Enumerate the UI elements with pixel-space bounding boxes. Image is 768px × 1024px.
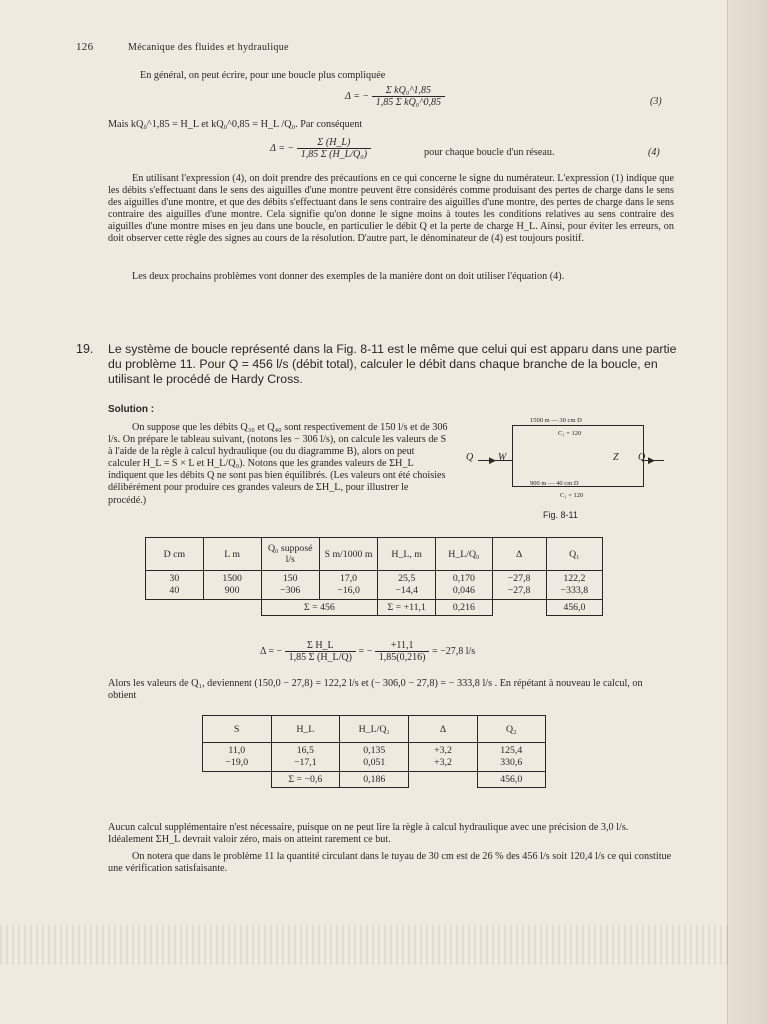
t2-col-ratio — [340, 743, 409, 772]
t2-cell: 16,5 — [296, 745, 314, 756]
t2-cell: 330,6 — [500, 757, 523, 768]
delta-mid: = − — [358, 645, 373, 657]
fig-node-z: Z — [613, 452, 619, 463]
intro-general: En général, on peut écrire, pour une boucle plus compliquée — [140, 70, 386, 81]
problem-number: 19. — [76, 342, 94, 356]
t2-blank — [409, 772, 477, 788]
t1-col-hl — [378, 571, 436, 600]
table-row — [146, 571, 603, 600]
t1-col-d — [146, 571, 204, 600]
after-text: Alors les valeurs de Q₁, deviennent (150,0 − 27,8) = 122,2 l/s et (− 306,0 − 27,8) = − 333,8 l/s . En répétant à nouveau le calcul, on obtient — [108, 678, 643, 702]
t2-cell: 125,4 — [500, 745, 523, 756]
page-edge — [727, 0, 768, 1024]
delta-equation — [260, 640, 475, 663]
delta-den-2: 1,85(0,216) — [378, 652, 426, 663]
eq4-number: (4) — [648, 147, 660, 158]
t2-h-ratio: H_L/Q₁ — [340, 716, 409, 743]
t2-sum-ratio: 0,186 — [340, 772, 409, 788]
eq3-number: (3) — [650, 96, 662, 107]
table-2-sums — [203, 772, 546, 788]
t2-cell: 11,0 — [228, 745, 246, 756]
delta-num-1: Σ H_L — [285, 640, 356, 652]
equation-4 — [270, 137, 371, 160]
t1-cell: −16,0 — [337, 585, 360, 596]
t1-sum-ratio: 0,216 — [436, 600, 492, 616]
eq4-numerator: Σ (H_L) — [297, 137, 371, 149]
t2-h-q2: Q₂ — [477, 716, 546, 743]
t2-cell: 0,051 — [363, 757, 386, 768]
t1-cell: 122,2 — [563, 573, 586, 584]
t1-h-d: D cm — [146, 538, 204, 571]
t1-cell: 150 — [282, 573, 298, 584]
t1-blank — [146, 600, 204, 616]
t2-col-hl — [271, 743, 340, 772]
t2-cell: 0,135 — [363, 745, 386, 756]
table-1 — [145, 537, 603, 616]
t1-h-q0: Q₀ supposé l/s — [261, 538, 319, 571]
delta-den-1: 1,85 Σ (H_L/Q) — [288, 652, 352, 663]
t1-cell: −306 — [280, 585, 301, 596]
conclusion-1: Aucun calcul supplémentaire n'est nécessaire, puisque on ne peut lire la règle à calcul hydraulique avec une précision de 3,0 l/s. Idéalement ΣH_L devrait valoir zéro, mais on atteint rarement ce but. — [108, 822, 629, 846]
t1-cell: 1500 — [222, 573, 242, 584]
eq3-lhs: Δ = − — [345, 90, 370, 102]
eq3-numerator: Σ kQ₀^1,85 — [372, 85, 445, 97]
inlet-arrow-icon: ▶ — [489, 455, 496, 465]
equation-3 — [345, 85, 445, 108]
t1-cell: −27,8 — [507, 573, 531, 584]
t2-cell: −17,1 — [293, 757, 317, 768]
t1-cell: 25,5 — [398, 573, 416, 584]
solution-text: On suppose que les débits Q₃₀ et Q₄₀ sont respectivement de 150 l/s et de 306 l/s. On prépare le tableau suivant, (notons les − 306 l/s), on calcule les valeurs de S à l'aide de la règle à calcul hydraulique (ou du diagramme B), alors on peut calculer H_L = S × L et H_L/Q₀). Notons que les grandes valeurs de ΣH_L indiquent que les débits Q ne sont pas bien équilibrés. (Les valeurs ont été choisies délibérément pour produire ces grandes valeurs de ΣH_L, pour illustrer le procédé.) — [108, 422, 448, 506]
paragraph-1: En utilisant l'expression (4), on doit prendre des précautions en ce qui concerne le signe du numérateur. L'expression (1) indique que les débits s'effectuant dans le sens des aiguilles d'une montre peuvent être considérés comme produisant des pertes de charge dans le sens des aiguilles d'une montre, et que des débits s'effectuant dans le sens contraire des aiguilles d'une montre, des pertes de charge dans le sens contraire des aiguilles d'une montre. Cela signifie qu'on donne le signe moins à toutes les conditions relatives au sens contraire des aiguilles d'une montre mises en jeu dans une boucle, en particulier le débit Q et la perte de charge H_L. Ainsi, pour éviter les erreurs, on doit observer cette règle des signes au cours de la résolution. D'autre part, le dénominateur de (4) est toujours positif. — [108, 173, 674, 245]
mais-line: Mais kQ₀^1,85 = H_L et kQ₀^0,85 = H_L /Q₀. Par conséquent — [108, 119, 363, 130]
page-number: 126 — [76, 41, 94, 53]
t2-h-s: S — [203, 716, 272, 743]
delta-num-2: +11,1 — [375, 640, 430, 652]
t2-col-delta — [409, 743, 477, 772]
paragraph-2: Les deux prochains problèmes vont donner des exemples de la manière dont on doit utiliser l'équation (4). — [132, 271, 565, 282]
table-1-header — [146, 538, 603, 571]
t1-h-ratio: H_L/Q₀ — [436, 538, 492, 571]
t1-cell: 900 — [224, 585, 240, 596]
t1-blank — [492, 600, 546, 616]
t2-h-delta: Δ — [409, 716, 477, 743]
eq4-denominator: 1,85 Σ (H_L/Q₀) — [300, 149, 368, 160]
t1-col-q1 — [546, 571, 602, 600]
t1-col-delta — [492, 571, 546, 600]
t2-sum-hl: Σ = −0,6 — [271, 772, 340, 788]
t1-h-q1: Q₁ — [546, 538, 602, 571]
outlet-arrow-icon: ▶ — [648, 455, 655, 465]
t1-h-delta: Δ — [492, 538, 546, 571]
eq4-lhs: Δ = − — [270, 142, 295, 154]
eq4-suffix: pour chaque boucle d'un réseau. — [424, 147, 555, 158]
t2-col-q2 — [477, 743, 546, 772]
solution-heading: Solution : — [108, 404, 155, 415]
fig-node-w: W — [498, 452, 507, 463]
t1-h-l: L m — [203, 538, 261, 571]
t1-sum-q1: 456,0 — [546, 600, 602, 616]
t1-cell: 40 — [169, 585, 180, 596]
table-1-sums — [146, 600, 603, 616]
problem-text: Le système de boucle représenté dans la Fig. 8-11 est le même que celui qui est apparu dans une partie du problème 11. Pour Q = 456 l/s (débit total), calculer le débit dans chaque branche de la boucle, en utilisant le procédé de Hardy Cross. — [108, 342, 677, 386]
t1-col-ratio — [436, 571, 492, 600]
t1-col-s — [319, 571, 377, 600]
t1-sum-q: Σ = 456 — [261, 600, 378, 616]
t2-blank — [203, 772, 272, 788]
eq3-denominator: 1,85 Σ kQ₀^0,85 — [375, 97, 441, 108]
delta-result: = −27,8 l/s — [431, 645, 476, 657]
table-row — [203, 743, 546, 772]
t2-cell: +3,2 — [434, 745, 452, 756]
table-2 — [202, 715, 546, 788]
t1-cell: 0,046 — [452, 585, 475, 596]
running-title: Mécanique des fluides et hydraulique — [128, 42, 289, 53]
fig-top-c: C₁ = 120 — [558, 430, 582, 437]
t2-col-s — [203, 743, 272, 772]
t1-cell: −27,8 — [507, 585, 531, 596]
t1-h-hl: H_L, m — [378, 538, 436, 571]
t1-cell: −14,4 — [395, 585, 418, 596]
page-scuff — [0, 925, 728, 965]
fig-top-label: 1500 m — 30 cm D — [530, 417, 582, 424]
fig-caption: Fig. 8-11 — [543, 510, 578, 520]
t2-cell: −19,0 — [225, 757, 249, 768]
t1-cell: 0,170 — [452, 573, 475, 584]
t1-sum-hl: Σ = +11,1 — [378, 600, 436, 616]
delta-lhs: Δ = − — [260, 645, 283, 657]
t1-cell: −333,8 — [560, 585, 589, 596]
t1-h-s: S m/1000 m — [319, 538, 377, 571]
t2-cell: +3,2 — [434, 757, 452, 768]
t1-col-q0 — [261, 571, 319, 600]
t2-h-hl: H_L — [271, 716, 340, 743]
table-2-header — [203, 716, 546, 743]
fig-bottom-c: C₁ = 120 — [560, 492, 584, 499]
t1-blank — [203, 600, 261, 616]
conclusion-2: On notera que dans le problème 11 la quantité circulant dans le tuyau de 30 cm est de 26 % des 456 l/s soit 120,4 l/s ce qui constitue une vérification satisfaisante. — [108, 851, 672, 875]
t2-sum-q2: 456,0 — [477, 772, 546, 788]
fig-right-q: Q — [638, 452, 646, 463]
fig-bottom-label: 900 m — 40 cm D — [530, 480, 579, 487]
fig-left-q: Q — [466, 452, 474, 463]
t1-cell: 30 — [169, 573, 180, 584]
t1-cell: 17,0 — [339, 573, 358, 584]
t1-col-l — [203, 571, 261, 600]
